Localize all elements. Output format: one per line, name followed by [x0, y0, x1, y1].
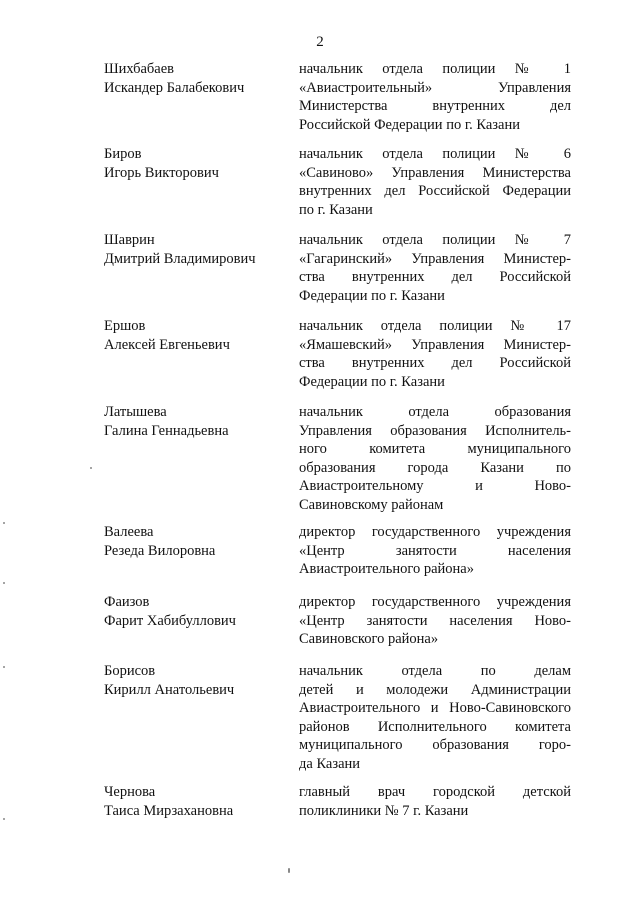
person-name: [104, 145, 284, 182]
person-name: [104, 523, 284, 560]
person-name: [104, 231, 284, 268]
position-description: [299, 593, 571, 649]
position-line: Министерства внутренних дел: [299, 98, 571, 114]
scan-speck: [3, 582, 5, 584]
position-line: Авиастроительному и Ново-: [299, 478, 571, 494]
person-name: [104, 593, 284, 630]
person-name: [104, 60, 284, 97]
position-line: «Центр занятости населения Ново-: [299, 612, 571, 629]
position-line: внутренних дел Российской Федерации: [299, 183, 571, 199]
position-line: начальник отдела образования: [299, 404, 571, 420]
given-names: Кирилл Анатольевич: [104, 681, 235, 698]
position-line: районов Исполнительного комитета: [299, 718, 571, 735]
position-description: [299, 317, 571, 391]
position-description: [299, 783, 571, 820]
position-description: [299, 145, 571, 219]
position-line: начальник отдела по делам: [299, 663, 571, 679]
given-names: Алексей Евгеньевич: [104, 336, 230, 353]
position-line: муниципального образования горо-: [299, 737, 571, 753]
person-name: [104, 403, 284, 440]
surname: Ершов: [104, 318, 146, 334]
position-line: Российской Федерации по г. Казани: [299, 116, 520, 133]
position-line: Федерации по г. Казани: [299, 373, 445, 390]
position-line: Савиновскому районам: [299, 496, 444, 513]
position-line: «Ямашевский» Управления Министер-: [299, 336, 571, 353]
position-line: да Казани: [299, 755, 361, 772]
surname: Валеева: [104, 524, 154, 540]
position-line: директор государственного учреждения: [299, 524, 571, 540]
position-line: «Гагаринский» Управления Министер-: [299, 250, 571, 267]
surname: Борисов: [104, 663, 156, 679]
position-description: [299, 403, 571, 514]
position-line: главный врач городской детской: [299, 784, 571, 800]
given-names: Резеда Вилоровна: [104, 542, 216, 559]
position-line: начальник отдела полиции № 17: [299, 318, 571, 334]
scan-speck: [3, 666, 5, 668]
page-number: 2: [316, 34, 324, 50]
person-name: [104, 662, 284, 699]
position-line: образования города Казани по: [299, 459, 571, 476]
person-name: [104, 317, 284, 354]
position-line: «Авиастроительный» Управления: [299, 79, 571, 96]
given-names: Искандер Балабекович: [104, 79, 245, 96]
position-line: «Савиново» Управления Министерства: [299, 164, 571, 181]
position-line: Управления образования Исполнитель-: [299, 422, 571, 439]
position-line: ного комитета муниципального: [299, 441, 571, 457]
position-line: Савиновского района»: [299, 631, 439, 647]
person-name: [104, 783, 284, 820]
position-line: по г. Казани: [299, 201, 373, 218]
position-line: директор государственного учреждения: [299, 594, 571, 610]
position-line: детей и молодежи Администрации: [299, 681, 571, 698]
given-names: Галина Геннадьевна: [104, 422, 229, 439]
scan-speck: [3, 522, 5, 524]
given-names: Таиса Мирзахановна: [104, 802, 234, 819]
scan-speck: [3, 818, 5, 820]
surname: Фаизов: [104, 594, 150, 610]
position-description: [299, 231, 571, 305]
position-description: [299, 662, 571, 773]
surname: Латышева: [104, 404, 167, 420]
position-description: [299, 523, 571, 579]
position-line: Авиастроительного и Ново-Савиновского: [299, 700, 571, 716]
given-names: Игорь Викторович: [104, 164, 219, 181]
surname: Шаврин: [104, 232, 155, 248]
position-line: начальник отдела полиции № 7: [299, 232, 571, 248]
given-names: Дмитрий Владимирович: [104, 250, 256, 267]
surname: Чернова: [104, 784, 156, 800]
scan-speck: [90, 467, 92, 469]
surname: Биров: [104, 146, 142, 162]
position-line: начальник отдела полиции № 1: [299, 61, 571, 77]
position-line: начальник отдела полиции № 6: [299, 146, 571, 162]
position-description: [299, 60, 571, 134]
scan-speck: [288, 868, 290, 873]
position-line: ства внутренних дел Российской: [299, 269, 571, 285]
position-line: Федерации по г. Казани: [299, 287, 445, 304]
surname: Шихбабаев: [104, 61, 174, 77]
given-names: Фарит Хабибуллович: [104, 612, 236, 629]
position-line: поликлиники № 7 г. Казани: [299, 802, 469, 819]
position-line: Авиастроительного района»: [299, 561, 474, 577]
position-line: «Центр занятости населения: [299, 542, 571, 559]
position-line: ства внутренних дел Российской: [299, 355, 571, 371]
